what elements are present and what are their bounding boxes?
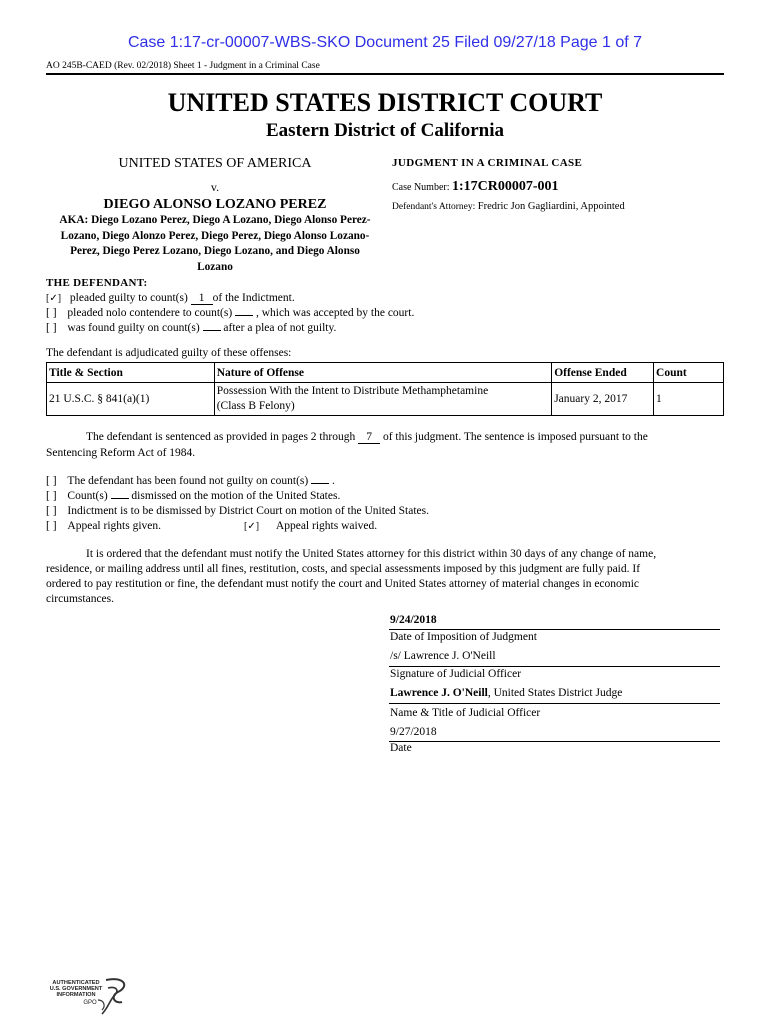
- column-header: Nature of Offense: [214, 363, 551, 383]
- case-number: 1:17CR00007-001: [452, 179, 559, 194]
- attorney-row: [392, 201, 625, 212]
- column-header: Count: [654, 363, 724, 383]
- plaintiff-name: UNITED STATES OF AMERICA: [118, 156, 312, 171]
- imposition-date: 9/24/2018: [390, 614, 437, 626]
- plea-text-post: after a plea of not guilty.: [223, 322, 337, 334]
- order-line: residence, or mailing address until all fines, restitution, costs, and special assessments imposed by this judgment are fully paid. If: [46, 563, 641, 575]
- imposition-label: Date of Imposition of Judgment: [390, 631, 537, 643]
- count-blank: [235, 315, 253, 316]
- versus: v.: [210, 180, 220, 194]
- checkbox-empty: [ ]: [46, 520, 57, 532]
- order-line: ordered to pay restitution or fine, the defendant must notify the court and United States attorney of material changes in economic: [46, 578, 640, 590]
- date-label: Date: [390, 742, 412, 754]
- sentence-text-post: of this judgment. The sentence is imposed pursuant to the: [382, 431, 648, 443]
- electronic-signature: /s/ Lawrence J. O'Neill: [390, 650, 496, 662]
- disposition-text: Indictment is to be dismissed by District Court on motion of the United States.: [67, 505, 429, 517]
- plea-item: [46, 292, 295, 305]
- checkbox-empty: [ ]: [46, 475, 57, 487]
- signature-rule: [389, 703, 720, 704]
- checkbox-empty: [ ]: [46, 322, 57, 334]
- plea-count-blank: 1: [191, 292, 213, 305]
- appeal-waived-label: Appeal rights waived.: [275, 520, 378, 532]
- attorney-name: Fredric Jon Gagliardini, Appointed: [477, 201, 625, 212]
- signature-rule: [389, 741, 720, 742]
- offenses-table: [46, 362, 724, 416]
- name-title-label: Name & Title of Judicial Officer: [390, 707, 541, 719]
- nature-line: (Class B Felony): [216, 400, 295, 412]
- count-blank: [111, 498, 129, 499]
- disposition-item: [46, 475, 335, 487]
- logo-text: U.S. GOVERNMENT: [49, 986, 103, 992]
- plea-text: pleaded guilty to count(s): [69, 292, 188, 304]
- attorney-label: Defendant's Attorney:: [392, 202, 476, 212]
- sentence-line-2: Sentencing Reform Act of 1984.: [46, 447, 196, 459]
- plea-item: [46, 322, 336, 334]
- disposition-text: The defendant has been found not guilty on count(s): [67, 475, 309, 487]
- signature-label: Signature of Judicial Officer: [390, 668, 522, 680]
- case-number-row: [392, 179, 559, 195]
- checkbox-empty: [ ]: [46, 307, 57, 319]
- checkbox-empty: [ ]: [46, 490, 57, 502]
- sentence-text: The defendant is sentenced as provided in pages 2 through: [86, 431, 356, 443]
- plea-text: was found guilty on count(s): [67, 322, 200, 334]
- judge-name-title: [390, 687, 622, 699]
- appeal-waived-row: [244, 520, 377, 532]
- checkbox-checked: [✓]: [244, 521, 260, 532]
- appeal-given-label: Appeal rights given.: [67, 520, 161, 532]
- signed-date: 9/27/2018: [390, 726, 437, 738]
- disposition-text-post: .: [331, 475, 335, 487]
- form-identifier: AO 245B-CAED (Rev. 02/2018) Sheet 1 - Judgment in a Criminal Case: [46, 61, 320, 71]
- defendant-name: DIEGO ALONSO LOZANO PEREZ: [103, 197, 327, 212]
- sentence-line: [86, 431, 648, 444]
- table-row: [47, 383, 724, 416]
- signature-rule: [389, 666, 720, 667]
- disposition-item: [46, 490, 340, 502]
- plea-text-post: , which was accepted by the court.: [255, 307, 415, 319]
- signature-rule: [389, 629, 720, 630]
- logo-text: INFORMATION: [56, 992, 96, 998]
- appeal-row: [46, 520, 161, 532]
- nature-cell: [214, 383, 551, 416]
- disposition-text-post: dismissed on the motion of the United States.: [131, 490, 341, 502]
- district-name: Eastern District of California: [266, 120, 504, 141]
- logo-text: AUTHENTICATED: [52, 980, 100, 986]
- column-header: Title & Section: [47, 363, 215, 383]
- count-cell: 1: [654, 383, 724, 416]
- plea-text-post: of the Indictment.: [212, 292, 295, 304]
- header-divider: [46, 73, 724, 75]
- order-line: It is ordered that the defendant must notify the United States attorney for this district within 30 days of any change of name,: [86, 548, 657, 560]
- plea-text: pleaded nolo contendere to count(s): [67, 307, 233, 319]
- judgment-title: JUDGMENT IN A CRIMINAL CASE: [392, 157, 583, 169]
- case-number-label: Case Number:: [392, 182, 450, 193]
- plea-item: [46, 307, 414, 319]
- adjudicated-text: The defendant is adjudicated guilty of these offenses:: [46, 347, 292, 359]
- eagle-icon: [106, 979, 124, 1002]
- disposition-text: Count(s): [67, 490, 108, 502]
- judge-name: Lawrence J. O'Neill: [390, 687, 488, 699]
- title-section-cell: 21 U.S.C. § 841(a)(1): [47, 383, 215, 416]
- gpo-authentication-logo: [44, 976, 134, 1025]
- offenses-header-row: [47, 363, 724, 383]
- order-line: circumstances.: [46, 593, 115, 605]
- court-name: UNITED STATES DISTRICT COURT: [167, 88, 603, 117]
- checkbox-checked: [✓]: [46, 293, 62, 304]
- disposition-item: [46, 505, 429, 517]
- count-blank: [203, 330, 221, 331]
- judge-title: , United States District Judge: [487, 687, 623, 699]
- filing-stamp: Case 1:17-cr-00007-WBS-SKO Document 25 Filed 09/27/18 Page 1 of 7: [127, 34, 643, 51]
- count-blank: [311, 483, 329, 484]
- offense-ended-cell: January 2, 2017: [552, 383, 654, 416]
- nature-line: Possession With the Intent to Distribute Methamphetamine: [216, 385, 489, 397]
- pages-blank: 7: [358, 431, 380, 444]
- checkbox-empty: [ ]: [46, 505, 57, 517]
- defendant-aliases: AKA: Diego Lozano Perez, Diego A Lozano, Diego Alonso Perez-Lozano, Diego Alonzo Perez, Diego Perez, Diego Alonso Lozano-Perez, Diego Perez Lozano, Diego Lozano, and Diego Alonso Lozano: [59, 214, 371, 273]
- the-defendant-heading: THE DEFENDANT:: [46, 277, 148, 289]
- logo-mark: GPO: [83, 1000, 97, 1006]
- column-header: Offense Ended: [552, 363, 654, 383]
